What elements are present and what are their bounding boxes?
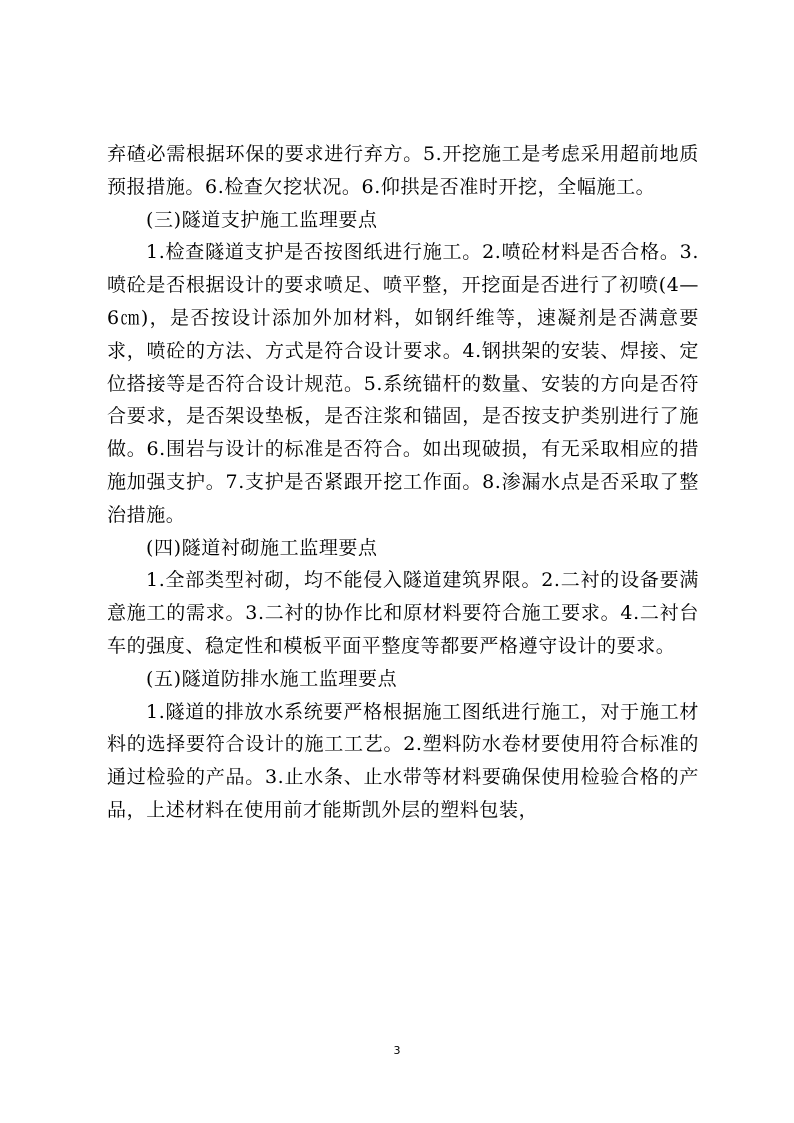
page-number: 3: [393, 1044, 401, 1057]
section-heading-support: (三)隧道支护施工监理要点: [146, 208, 378, 231]
paragraph-lining-points: 1.全部类型衬砌，均不能侵入隧道建筑界限。2.二衬的设备要满意施工的需求。3.二衬的协作比和原材料要符合施工要求。4.二衬台车的强度、稳定性和模板平面平整度等都要严格遵守设计的要求。: [107, 569, 699, 657]
document-body: [107, 138, 699, 827]
section-heading-waterproofing: (五)隧道防排水施工监理要点: [146, 667, 398, 690]
section-heading-lining: (四)隧道衬砌施工监理要点: [146, 536, 378, 559]
paragraph-waterproofing-points: 1.隧道的排放水系统要严格根据施工图纸进行施工，对于施工材料的选择要符合设计的施工工艺。2.塑料防水卷材要使用符合标准的通过检验的产品。3.止水条、止水带等材料要确保使用检验合格的产品，上述材料在使用前才能斯凯外层的塑料包装，: [107, 700, 699, 821]
paragraph-continuation: 弃碴必需根据环保的要求进行弃方。5.开挖施工是考虑采用超前地质预报措施。6.检查欠挖状况。6.仰拱是否准时开挖，全幅施工。: [107, 143, 699, 198]
paragraph-support-points: 1.检查隧道支护是否按图纸进行施工。2.喷砼材料是否合格。3.喷砼是否根据设计的要求喷足、喷平整，开挖面是否进行了初喷(4—6㎝)，是否按设计添加外加材料，如钢纤维等，速凝剂是否满意要求，喷砼的方法、方式是符合设计要求。4.钢拱架的安装、焊接、定位搭接等是否符合设计规范。5.系统锚杆的数量、安装的方向是否符合要求，是否架设垫板，是否注浆和锚固，是否按支护类别进行了施做。6.围岩与设计的标准是否符合。如出现破损，有无采取相应的措施加强支护。7.支护是否紧跟开挖工作面。8.渗漏水点是否采取了整治措施。: [107, 241, 699, 526]
